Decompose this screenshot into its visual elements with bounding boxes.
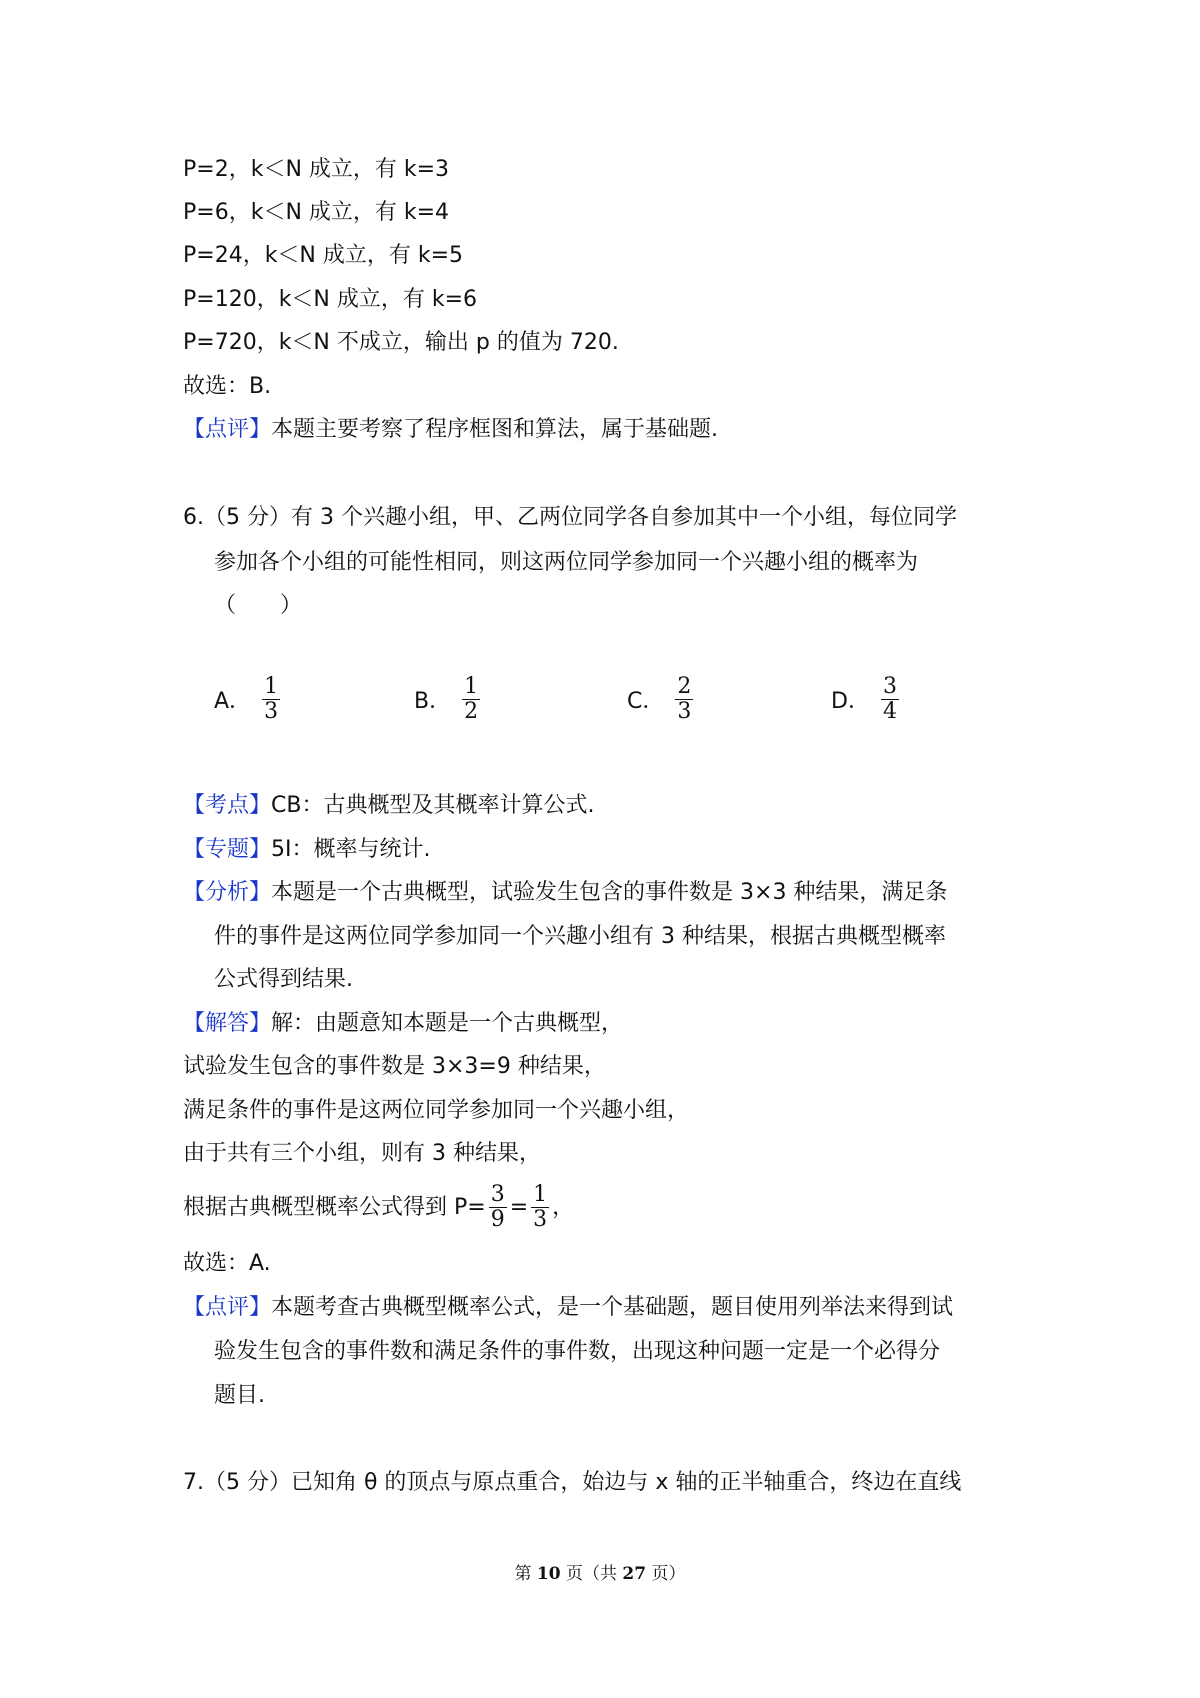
fenxi-line-1	[183, 878, 947, 908]
page-number: 10	[536, 1564, 561, 1584]
total-pages: 27	[622, 1564, 647, 1584]
answer-line: 故选：B.	[183, 374, 272, 399]
kaodian-text: CB：古典概型及其概率计算公式.	[271, 793, 595, 818]
answer-options	[214, 675, 934, 735]
denominator: 4	[882, 699, 897, 724]
zhuanti-tag: 【专题】	[183, 837, 272, 862]
review-6-line-3: 题目.	[214, 1383, 265, 1408]
numerator: 1	[533, 1182, 548, 1207]
fenxi-text: 本题是一个古典概型，试验发生包含的事件数是 3×3 种结果，满足条	[271, 880, 948, 905]
review-tag: 【点评】	[183, 417, 272, 442]
question-6-line-1: 6.（5 分）有 3 个兴趣小组，甲、乙两位同学各自参加其中一个小组，每位同学	[183, 505, 957, 530]
review-tag: 【点评】	[183, 1295, 272, 1320]
fenxi-tag: 【分析】	[183, 880, 272, 905]
review-6-line-1	[183, 1293, 953, 1323]
solution-line-5: P=720，k＜N 不成立，输出 p 的值为 720.	[183, 330, 619, 355]
jieda-step-2: 满足条件的事件是这两位同学参加同一个兴趣小组，	[183, 1098, 690, 1123]
option-fraction	[675, 675, 693, 724]
fenxi-line-3: 公式得到结果.	[214, 967, 353, 992]
review-text: 本题考查古典概型概率公式，是一个基础题，题目使用列举法来得到试	[271, 1295, 954, 1320]
review-6-line-2: 验发生包含的事件数和满足条件的事件数，出现这种问题一定是一个必得分	[214, 1339, 941, 1364]
solution-line-4: P=120，k＜N 成立，有 k=6	[183, 287, 478, 312]
denominator: 2	[464, 699, 479, 724]
option-a	[214, 675, 283, 724]
jieda-line	[183, 1009, 623, 1039]
solution-line-3: P=24，k＜N 成立，有 k=5	[183, 243, 464, 268]
kaodian-tag: 【考点】	[183, 793, 272, 818]
fenxi-line-2: 件的事件是这两位同学参加同一个兴趣小组有 3 种结果，根据古典概型概率	[214, 924, 946, 949]
formula-equals: =	[509, 1194, 529, 1220]
denominator: 3	[677, 699, 692, 724]
option-c	[627, 675, 696, 724]
jieda-step-4	[183, 1183, 574, 1232]
denominator: 9	[490, 1207, 505, 1232]
solution-line-2: P=6，k＜N 成立，有 k=4	[183, 200, 450, 225]
numerator: 2	[677, 674, 692, 699]
jieda-tag: 【解答】	[183, 1011, 272, 1036]
numerator: 3	[490, 1182, 505, 1207]
option-d	[831, 675, 902, 724]
jieda-step-1: 试验发生包含的事件数是 3×3=9 种结果，	[183, 1054, 606, 1079]
review-5	[183, 415, 718, 445]
question-7-line-1: 7.（5 分）已知角 θ 的顶点与原点重合，始边与 x 轴的正半轴重合，终边在直线	[183, 1470, 962, 1495]
footer-text: 页）	[646, 1564, 686, 1584]
zhuanti-line	[183, 835, 431, 865]
footer-text: 第	[514, 1564, 537, 1584]
denominator: 3	[533, 1207, 548, 1232]
page-footer	[0, 1559, 1200, 1584]
solution-line-1: P=2，k＜N 成立，有 k=3	[183, 157, 450, 182]
option-letter: D．	[831, 689, 870, 714]
question-6-line-2: 参加各个小组的可能性相同，则这两位同学参加同一个兴趣小组的概率为	[214, 550, 919, 575]
jieda-text: 解：由题意知本题是一个古典概型，	[271, 1011, 624, 1036]
numerator: 3	[882, 674, 897, 699]
option-letter: A．	[214, 689, 252, 714]
review-text: 本题主要考察了程序框图和算法，属于基础题.	[271, 417, 719, 442]
zhuanti-text: 5I：概率与统计.	[271, 837, 431, 862]
formula-fraction-2	[531, 1183, 549, 1232]
formula-suffix: ，	[552, 1194, 575, 1220]
option-letter: C．	[627, 689, 665, 714]
option-fraction	[462, 675, 480, 724]
footer-text: 页（共	[560, 1564, 623, 1584]
numerator: 1	[464, 674, 479, 699]
option-letter: B．	[414, 689, 452, 714]
option-b	[414, 675, 483, 724]
option-fraction	[262, 675, 280, 724]
formula-fraction-1	[489, 1183, 507, 1232]
formula-prefix: 根据古典概型概率公式得到 P=	[183, 1194, 486, 1220]
jieda-answer: 故选：A.	[183, 1251, 271, 1276]
numerator: 1	[264, 674, 279, 699]
jieda-step-3: 由于共有三个小组，则有 3 种结果，	[183, 1141, 541, 1166]
option-fraction	[881, 675, 899, 724]
denominator: 3	[264, 699, 279, 724]
question-6-line-3: （ ）	[214, 593, 303, 618]
kaodian-line	[183, 791, 594, 821]
